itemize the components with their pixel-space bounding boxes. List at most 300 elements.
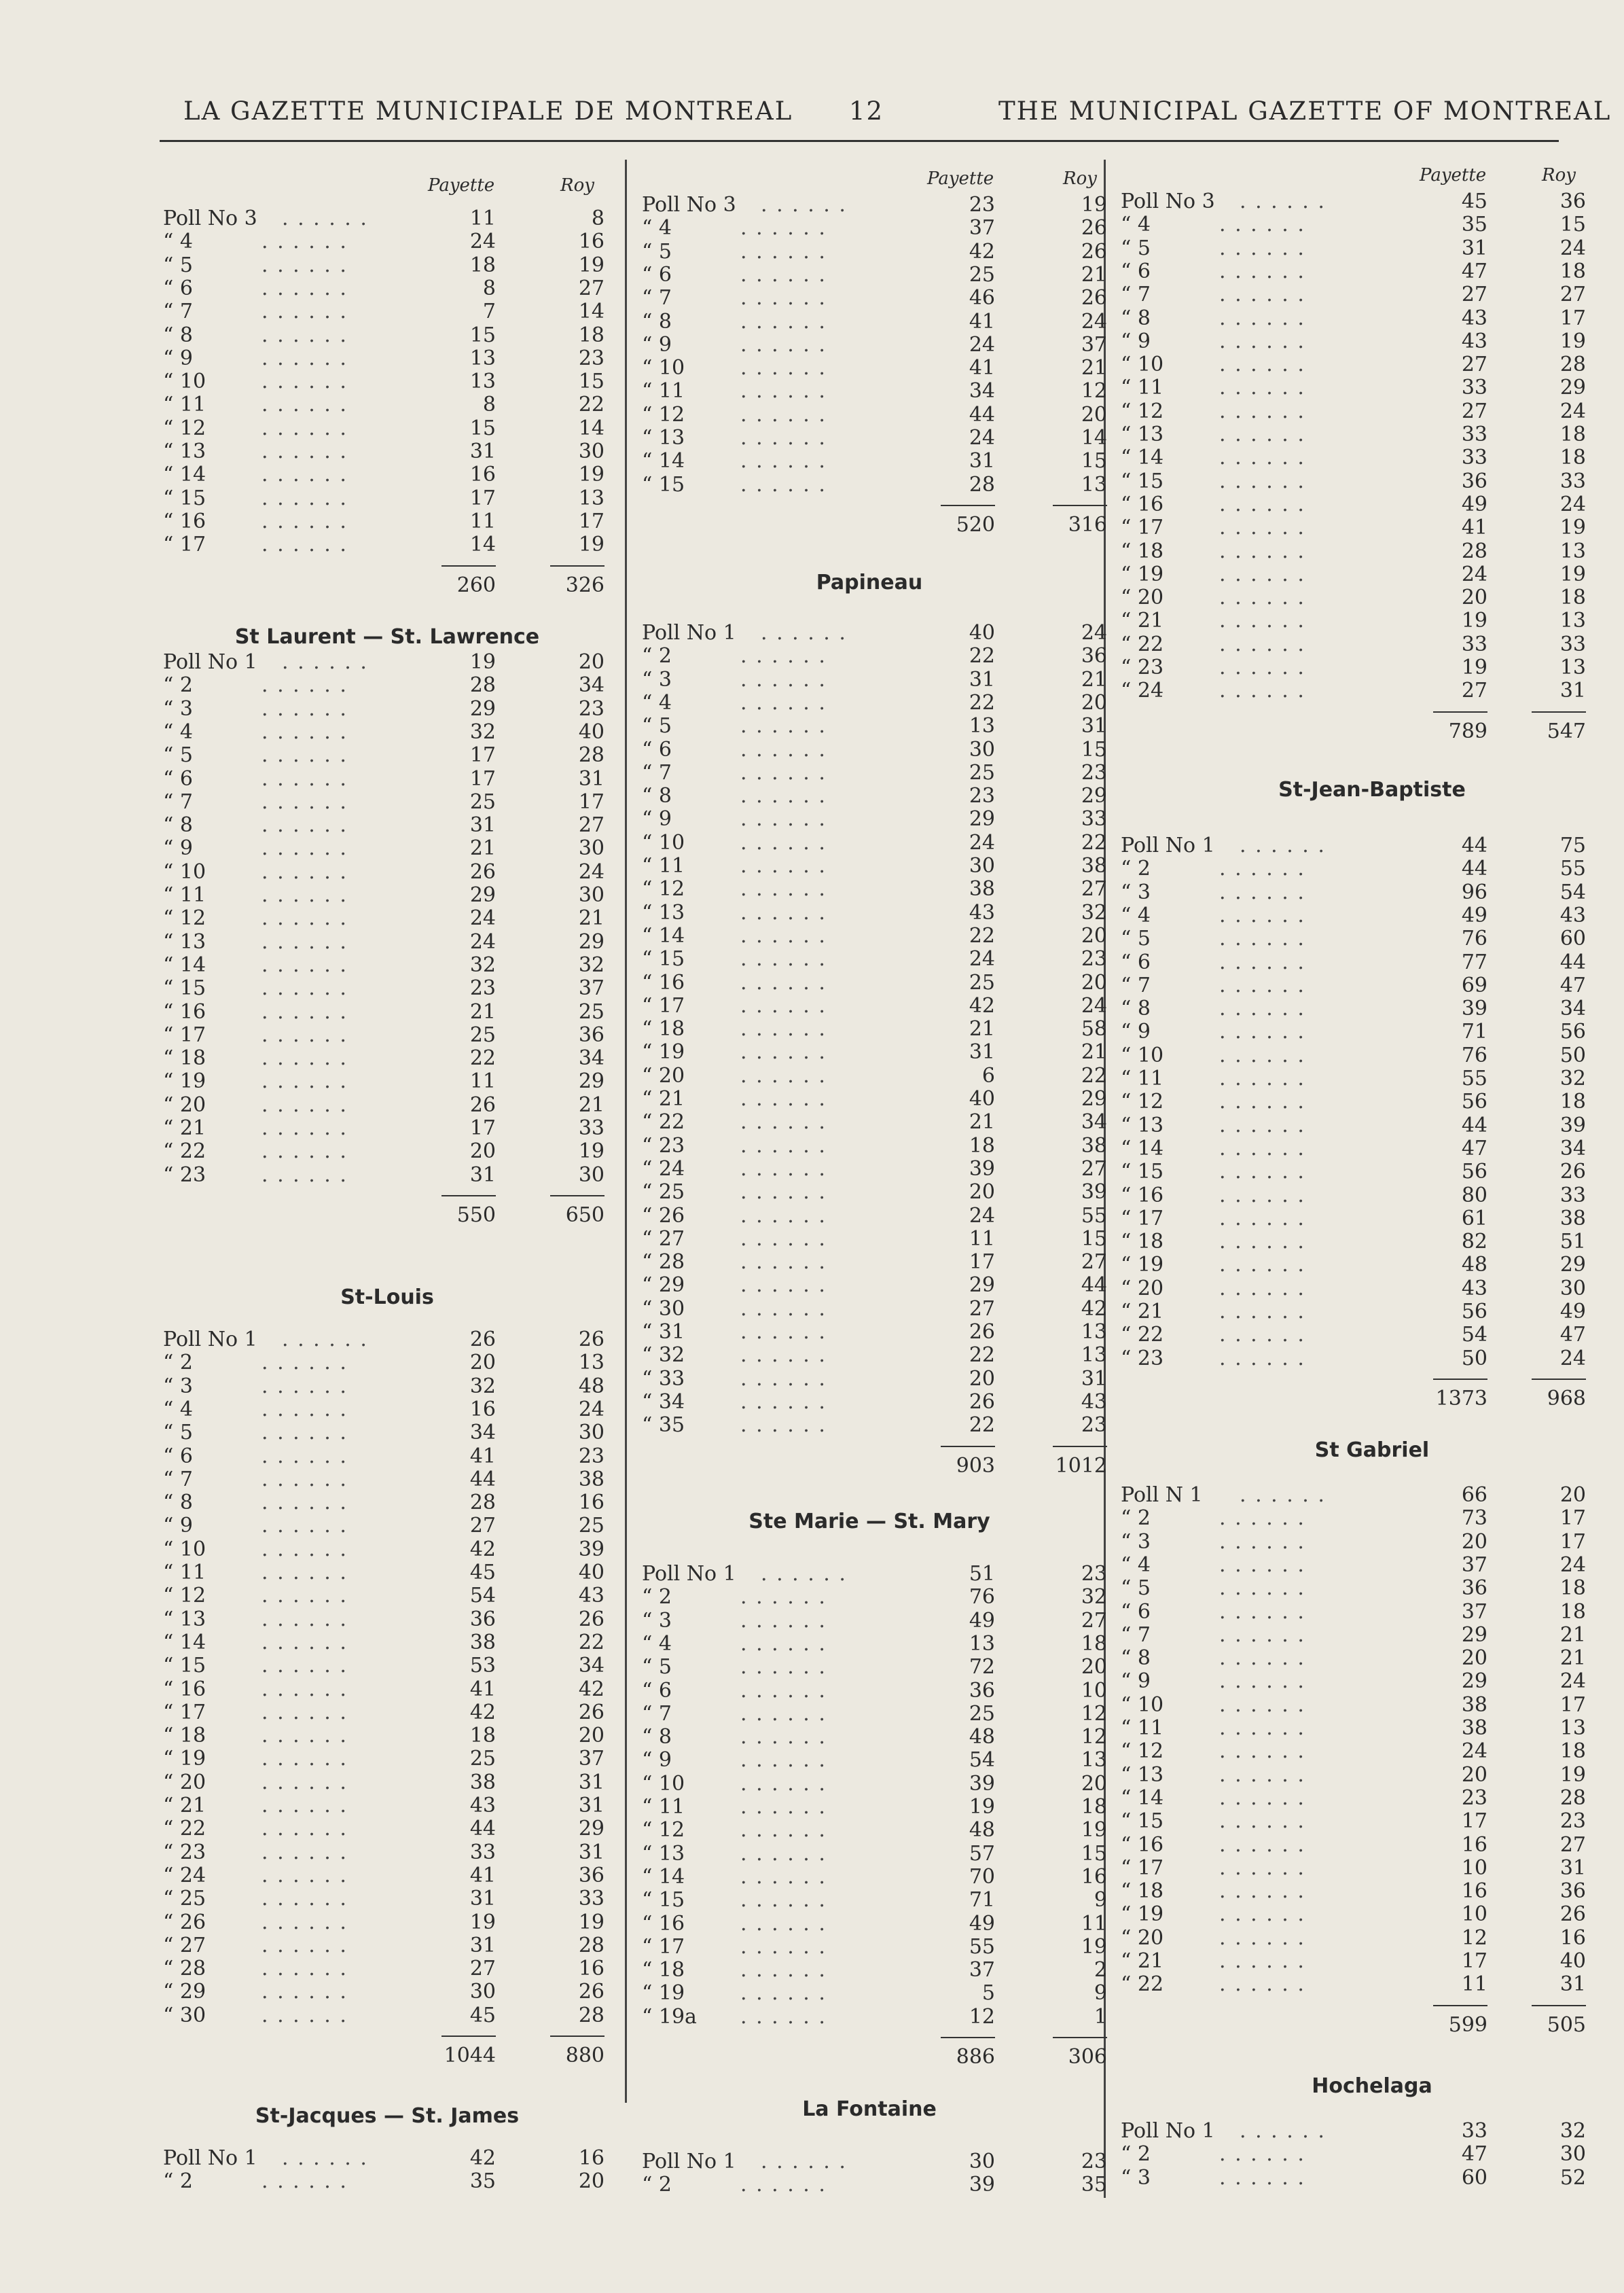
total-rule [1532,711,1586,713]
poll-label: “ 3 [1121,880,1151,904]
leader-dots: . . . . . . [1240,834,1326,857]
payette-votes: 35 [1461,213,1487,237]
payette-votes: 44 [1461,834,1487,857]
poll-label: “ 13 [642,1841,685,1866]
payette-votes: 56 [1461,1090,1487,1114]
leader-dots: . . . . . . [261,230,348,254]
roy-votes: 2 [1094,1958,1107,1983]
leader-dots: . . . . . . [261,1910,348,1934]
poll-label: “ 5 [1121,236,1151,260]
roy-votes: 16 [578,1957,605,1981]
poll-label: “ 12 [642,402,685,427]
table-row [642,2150,1114,2173]
poll-label: “ 24 [163,1863,206,1887]
poll-label: Poll No 1 [163,2146,257,2170]
poll-label: “ 2 [642,644,672,669]
poll-label: “ 11 [1121,376,1164,400]
table-row [1121,1254,1593,1277]
payette-votes: 41 [1461,516,1487,540]
table-row [1121,1300,1593,1323]
leader-dots: . . . . . . [261,1817,348,1841]
payette-votes: 28 [469,1491,496,1515]
payette-votes: 48 [969,1725,995,1749]
payette-votes: 31 [469,1162,496,1187]
poll-label: Poll No 3 [163,207,257,230]
payette-votes: 33 [1461,632,1487,656]
roy-votes: 52 [1559,2165,1586,2190]
poll-label: “ 15 [642,947,685,972]
payette-votes: 51 [969,1562,995,1586]
roy-votes: 49 [1559,1300,1586,1323]
poll-label: “ 19 [642,1981,685,2006]
table-row [642,1796,1114,1819]
table-row [163,861,611,884]
column-divider-1 [625,160,627,2103]
payette-votes: 17 [469,1116,496,1140]
payette-votes: 21 [969,1017,995,1042]
poll-label: Poll No 1 [642,621,736,645]
roy-votes: 20 [1081,1655,1107,1679]
table-row [163,1140,611,1163]
leader-dots: . . . . . . [261,1747,348,1771]
table-row [1121,400,1593,423]
payette-votes: 33 [1461,2119,1487,2143]
poll-label: “ 7 [163,300,193,324]
roy-votes: 24 [1559,492,1586,516]
table-row [163,1164,611,1187]
table-row [642,1679,1114,1703]
poll-label: “ 19 [163,1747,206,1771]
leader-dots: . . . . . . [1240,2119,1326,2143]
leader-dots: . . . . . . [1219,1925,1305,1950]
roy-votes: 19 [578,1139,605,1164]
table-row [1121,1020,1593,1044]
table-row [163,230,611,253]
leader-dots: . . . . . . [740,1981,827,2006]
roy-votes: 18 [1559,586,1586,610]
payette-votes: 29 [469,696,496,721]
poll-label: “ 11 [1121,1067,1164,1090]
payette-votes: 41 [469,1444,496,1468]
roy-votes: 23 [578,346,605,370]
poll-label: “ 12 [163,416,206,440]
roy-votes: 22 [1081,830,1107,855]
table-row [1121,1230,1593,1254]
roy-votes: 20 [1081,402,1107,427]
table-row [163,370,611,393]
leader-dots: . . . . . . [1219,586,1305,610]
poll-label: “ 15 [163,976,206,1001]
poll-label: “ 10 [642,356,685,380]
roy-votes: 24 [1081,309,1107,334]
table-row [642,1274,1114,1297]
table-row [163,1538,611,1561]
table-row [163,300,611,323]
poll-label: “ 13 [1121,423,1164,446]
payette-votes: 24 [1461,562,1487,586]
poll-label: “ 7 [642,1701,672,1726]
payette-votes: 76 [1461,1043,1487,1067]
payette-votes: 16 [469,1397,496,1421]
table-row [163,1491,611,1514]
table-row [642,1018,1114,1041]
table-row [1121,1950,1593,1973]
table-row [1121,493,1593,516]
poll-label: “ 22 [642,1110,685,1135]
table-row [163,1817,611,1841]
roy-votes: 18 [1559,423,1586,446]
table-row [642,925,1114,948]
poll-label: “ 14 [163,1630,206,1654]
payette-votes: 43 [469,1794,496,1817]
table-row [1121,446,1593,469]
leader-dots: . . . . . . [740,1655,827,1679]
payette-votes: 26 [969,1389,995,1414]
leader-dots: . . . . . . [740,923,827,948]
poll-label: “ 20 [163,1092,206,1117]
table-row [1121,1624,1593,1647]
leader-dots: . . . . . . [261,253,348,277]
leader-dots: . . . . . . [261,1397,348,1421]
table-row [1121,2143,1593,2166]
leader-dots: . . . . . . [740,1366,827,1391]
table-row [1121,2167,1593,2190]
poll-label: “ 21 [163,1116,206,1140]
poll-label: “ 20 [1121,1925,1164,1950]
roy-votes: 33 [1559,1183,1586,1207]
payette-votes: 11 [469,509,496,533]
leader-dots: . . . . . . [740,2004,827,2029]
table-row [642,878,1114,901]
table-row [163,1771,611,1794]
poll-label: “ 13 [163,929,206,954]
roy-votes: 26 [578,1980,605,2004]
table-row [1121,1601,1593,1624]
poll-label: “ 17 [642,1934,685,1959]
leader-dots: . . . . . . [1219,1160,1305,1184]
leader-dots: . . . . . . [1240,1483,1326,1507]
roy-votes: 23 [578,696,605,721]
table-row [642,1936,1114,1959]
ward-title: St-Louis [340,1285,434,1309]
table-row [1121,1531,1593,1554]
roy-votes: 24 [1559,1346,1586,1370]
table-row [163,1117,611,1140]
poll-label: “ 17 [1121,1206,1164,1230]
table-row [642,692,1114,715]
payette-votes: 31 [469,813,496,838]
roy-votes: 38 [1081,1133,1107,1158]
poll-label: “ 13 [1121,1762,1164,1787]
poll-label: “ 35 [642,1413,685,1438]
roy-votes: 13 [578,486,605,510]
poll-label: “ 19 [1121,1253,1164,1277]
table-row [163,1421,611,1444]
leader-dots: . . . . . . [1219,1785,1305,1810]
payette-votes: 96 [1461,880,1487,904]
roy-votes: 26 [578,1700,605,1724]
leader-dots: . . . . . . [1219,399,1305,423]
leader-dots: . . . . . . [1219,1809,1305,1834]
leader-dots: . . . . . . [1219,997,1305,1021]
roy-votes: 9 [1094,1888,1107,1913]
leader-dots: . . . . . . [261,463,348,487]
leader-dots: . . . . . . [261,1607,348,1631]
table-row [1121,1554,1593,1577]
payette-votes: 11 [469,207,496,230]
roy-votes: 18 [1559,1739,1586,1764]
table-row [163,254,611,277]
table-row [163,768,611,791]
roy-votes: 20 [1081,690,1107,715]
leader-dots: . . . . . . [740,1748,827,1773]
payette-votes: 45 [469,2003,496,2027]
table-row [1121,1973,1593,1996]
table-row [163,463,611,486]
poll-label: “ 9 [163,1514,193,1538]
table-row [163,1887,611,1910]
table-row [1121,927,1593,950]
payette-votes: 25 [969,1701,995,1726]
leader-dots: . . . . . . [740,784,827,808]
roy-votes: 29 [1559,376,1586,400]
poll-label: “ 9 [163,836,193,861]
roy-votes: 29 [1081,1087,1107,1111]
roy-total: 968 [1547,1386,1586,1410]
poll-label: “ 22 [163,1817,206,1841]
table-row [163,2170,611,2193]
poll-label: “ 34 [642,1389,685,1414]
table-row [642,194,1114,217]
leader-dots: . . . . . . [261,1537,348,1561]
payette-votes: 18 [969,1133,995,1158]
poll-label: “ 8 [163,813,193,838]
roy-votes: 20 [1559,1483,1586,1507]
table-row [1121,307,1593,330]
table-row [1121,1160,1593,1184]
roy-votes: 16 [1559,1925,1586,1950]
table-row [642,1843,1114,1866]
roy-votes: 19 [578,533,605,557]
poll-label: “ 9 [642,1748,672,1773]
poll-label: “ 4 [642,690,672,715]
roy-votes: 13 [1559,1716,1586,1740]
table-row [163,1724,611,1747]
roy-votes: 50 [1559,1043,1586,1067]
leader-dots: . . . . . . [740,472,827,497]
poll-label: “ 10 [642,830,685,855]
poll-label: “ 8 [642,1725,672,1749]
leader-dots: . . . . . . [1219,1646,1305,1671]
leader-dots: . . . . . . [1219,213,1305,237]
roy-votes: 26 [578,1328,605,1351]
payette-total: 550 [456,1203,496,1227]
leader-dots: . . . . . . [1219,1552,1305,1577]
roy-votes: 18 [1081,1795,1107,1819]
leader-dots: . . . . . . [740,1180,827,1205]
payette-votes: 26 [469,1092,496,1117]
table-row [1121,1717,1593,1740]
leader-dots: . . . . . . [1219,423,1305,446]
poll-label: “ 8 [1121,997,1151,1021]
poll-label: “ 12 [1121,399,1164,423]
roy-votes: 38 [578,1467,605,1491]
poll-label: “ 6 [163,276,193,300]
leader-dots: . . . . . . [740,993,827,1018]
poll-label: “ 27 [642,1226,685,1251]
poll-label: “ 9 [1121,1020,1151,1044]
payette-votes: 49 [1461,492,1487,516]
payette-votes: 31 [1461,236,1487,260]
leader-dots: . . . . . . [740,667,827,692]
poll-label: “ 8 [163,1491,193,1515]
table-row [642,1344,1114,1367]
poll-label: “ 9 [163,346,193,370]
roy-votes: 23 [1081,1413,1107,1438]
payette-votes: 57 [969,1841,995,1866]
leader-dots: . . . . . . [1219,1529,1305,1554]
total-rule [941,505,995,506]
leader-dots: . . . . . . [1219,539,1305,563]
poll-label: “ 11 [163,1561,206,1584]
payette-votes: 38 [1461,1716,1487,1740]
roy-votes: 21 [578,906,605,931]
roy-votes: 18 [1559,1576,1586,1601]
payette-votes: 50 [1461,1346,1487,1370]
leader-dots: . . . . . . [261,276,348,300]
roy-votes: 31 [578,1770,605,1794]
leader-dots: . . . . . . [261,1046,348,1071]
payette-votes: 40 [969,621,995,645]
roy-votes: 28 [1559,1785,1586,1810]
leader-dots: . . . . . . [1219,1622,1305,1647]
payette-votes: 24 [969,1203,995,1228]
total-rule [1053,505,1107,506]
column-header-payette: Payette [428,175,495,196]
poll-label: “ 20 [642,1063,685,1088]
poll-label: “ 29 [642,1273,685,1298]
table-row [642,287,1114,310]
payette-votes: 39 [969,1771,995,1796]
payette-votes: 43 [1461,1276,1487,1300]
table-row [642,1866,1114,1889]
payette-votes: 23 [969,784,995,808]
leader-dots: . . . . . . [740,332,827,357]
leader-dots: . . . . . . [740,1725,827,1749]
roy-votes: 32 [1559,2119,1586,2143]
leader-dots: . . . . . . [740,947,827,972]
table-row [642,217,1114,240]
poll-label: “ 14 [642,1864,685,1889]
payette-votes: 41 [469,1677,496,1701]
poll-label: “ 10 [642,1771,685,1796]
leader-dots: . . . . . . [261,300,348,324]
roy-votes: 30 [578,836,605,861]
poll-label: “ 17 [163,1700,206,1724]
roy-votes: 22 [1081,1063,1107,1088]
table-row [163,884,611,907]
poll-label: “ 16 [1121,492,1164,516]
leader-dots: . . . . . . [1219,1972,1305,1997]
table-row [163,1678,611,1701]
poll-label: “ 10 [1121,1043,1164,1067]
poll-label: “ 4 [163,1397,193,1421]
payette-votes: 11 [969,1226,995,1251]
payette-votes: 33 [1461,423,1487,446]
payette-votes: 31 [969,449,995,474]
roy-total: 306 [1068,2045,1107,2069]
leader-dots: . . . . . . [740,1110,827,1135]
poll-label: “ 3 [1121,2165,1151,2190]
payette-votes: 32 [469,953,496,977]
payette-votes: 44 [1461,857,1487,881]
leader-dots: . . . . . . [761,193,847,217]
roy-votes: 24 [1081,993,1107,1018]
payette-total: 886 [956,2045,995,2069]
leader-dots: . . . . . . [1219,1136,1305,1160]
roy-votes: 24 [1559,236,1586,260]
poll-label: “ 11 [642,1795,685,1819]
leader-dots: . . . . . . [1219,516,1305,540]
payette-votes: 22 [969,690,995,715]
leader-dots: . . . . . . [261,1351,348,1375]
roy-votes: 18 [1559,259,1586,283]
table-row [1121,540,1593,563]
roy-votes: 22 [578,393,605,417]
poll-label: “ 4 [1121,1552,1151,1577]
table-row [642,1298,1114,1321]
leader-dots: . . . . . . [740,286,827,310]
leader-dots: . . . . . . [261,953,348,977]
column-header-roy: Roy [560,175,594,196]
payette-votes: 82 [1461,1230,1487,1254]
table-row [163,977,611,1000]
poll-label: “ 30 [163,2003,206,2027]
table-row [163,721,611,744]
table-row [163,440,611,463]
leader-dots: . . . . . . [282,650,368,674]
leader-dots: . . . . . . [1219,1762,1305,1787]
poll-label: “ 4 [1121,903,1151,927]
roy-votes: 47 [1559,973,1586,997]
payette-votes: 30 [969,737,995,762]
payette-votes: 25 [469,1747,496,1771]
leader-dots: . . . . . . [1219,283,1305,307]
poll-label: “ 31 [642,1320,685,1344]
roy-votes: 23 [578,1444,605,1468]
leader-dots: . . . . . . [261,1444,348,1468]
table-row [1121,1764,1593,1787]
table-row [642,404,1114,427]
roy-votes: 17 [1559,1506,1586,1531]
leader-dots: . . . . . . [740,1063,827,1088]
table-row [1121,1903,1593,1926]
roy-votes: 27 [1081,1156,1107,1181]
poll-label: “ 14 [642,923,685,948]
poll-label: “ 14 [642,449,685,474]
table-row [642,622,1114,645]
leader-dots: . . . . . . [761,2150,847,2173]
poll-label: “ 11 [642,379,685,404]
poll-label: “ 13 [642,900,685,925]
roy-votes: 31 [578,1840,605,1864]
payette-votes: 13 [969,1631,995,1656]
payette-votes: 42 [969,993,995,1018]
leader-dots: . . . . . . [740,1389,827,1414]
poll-label: “ 16 [1121,1183,1164,1207]
payette-votes: 56 [1461,1300,1487,1323]
poll-label: “ 20 [1121,1276,1164,1300]
